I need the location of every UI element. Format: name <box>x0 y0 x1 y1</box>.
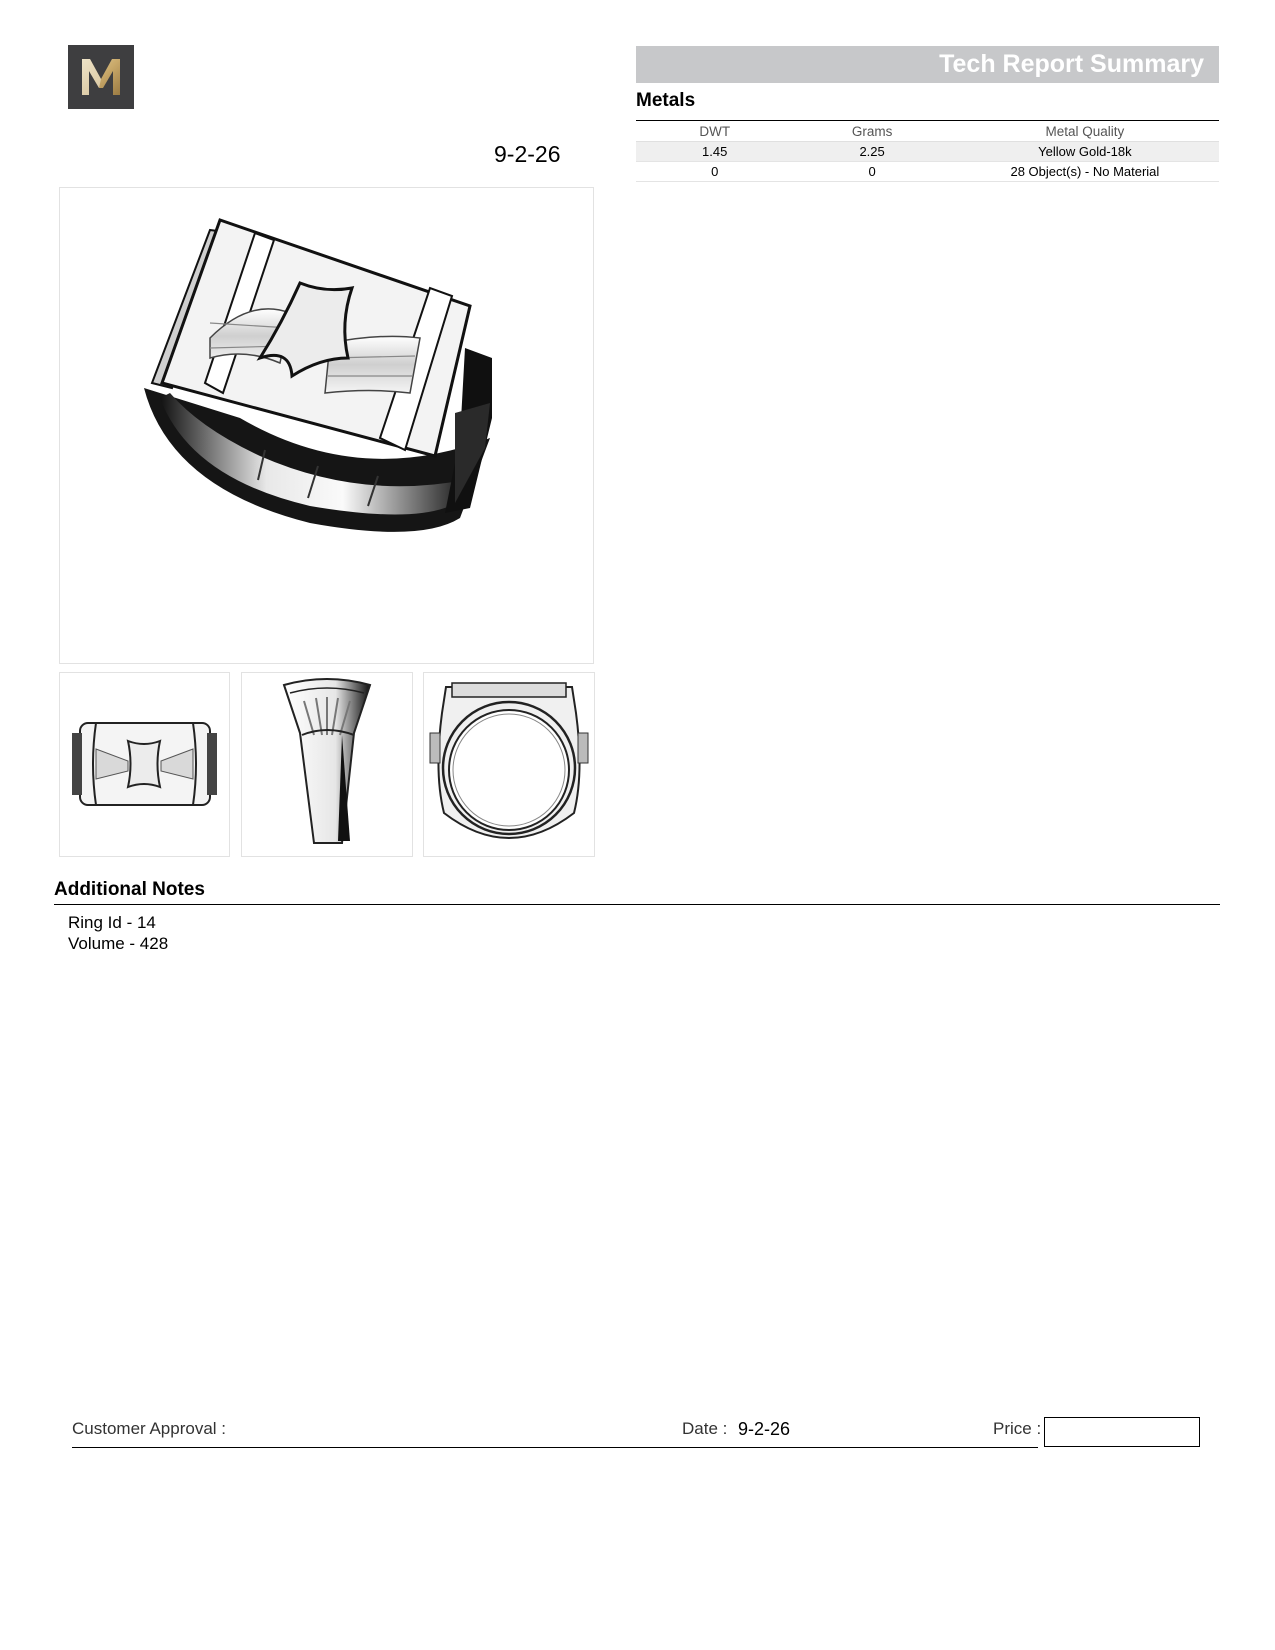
ring-perspective-image <box>60 188 593 663</box>
m-monogram-logo-icon <box>68 45 134 109</box>
notes-divider <box>54 904 1220 905</box>
report-title: Tech Report Summary <box>939 50 1204 78</box>
note-ring-id: Ring Id - 14 <box>68 913 156 932</box>
column-header-metal-quality: Metal Quality <box>951 121 1219 142</box>
cell-dwt: 0 <box>636 162 793 182</box>
customer-approval-label: Customer Approval : <box>72 1419 227 1438</box>
table-row <box>636 142 1219 162</box>
price-label: Price : <box>993 1419 1042 1438</box>
column-header-grams: Grams <box>793 121 950 142</box>
approval-date-value: 9-2-26 <box>738 1419 791 1439</box>
cell-metal-quality: 28 Object(s) - No Material <box>951 162 1219 182</box>
ring-side-view <box>241 672 413 857</box>
metals-table-header-row <box>636 121 1219 142</box>
ring-front-view <box>423 672 595 857</box>
ring-front-view-image <box>424 673 594 856</box>
cell-grams: 2.25 <box>793 142 950 162</box>
cell-grams: 0 <box>793 162 950 182</box>
ring-top-view <box>59 672 230 857</box>
signature-line[interactable] <box>72 1447 1038 1448</box>
approval-date-label: Date : <box>682 1419 728 1438</box>
ring-top-view-image <box>60 673 229 856</box>
metals-heading: Metals <box>636 90 696 111</box>
cell-metal-quality: Yellow Gold-18k <box>951 142 1219 162</box>
company-logo <box>68 45 134 109</box>
cell-dwt: 1.45 <box>636 142 793 162</box>
report-header-bar <box>636 46 1219 83</box>
ring-perspective-view <box>59 187 594 664</box>
price-field[interactable] <box>1044 1417 1200 1447</box>
notes-heading: Additional Notes <box>54 879 205 900</box>
ring-side-view-image <box>242 673 412 856</box>
metals-table <box>636 121 1219 182</box>
column-header-dwt: DWT <box>636 121 793 142</box>
document-date: 9-2-26 <box>494 141 561 167</box>
table-row <box>636 162 1219 182</box>
note-volume: Volume - 428 <box>68 934 169 953</box>
